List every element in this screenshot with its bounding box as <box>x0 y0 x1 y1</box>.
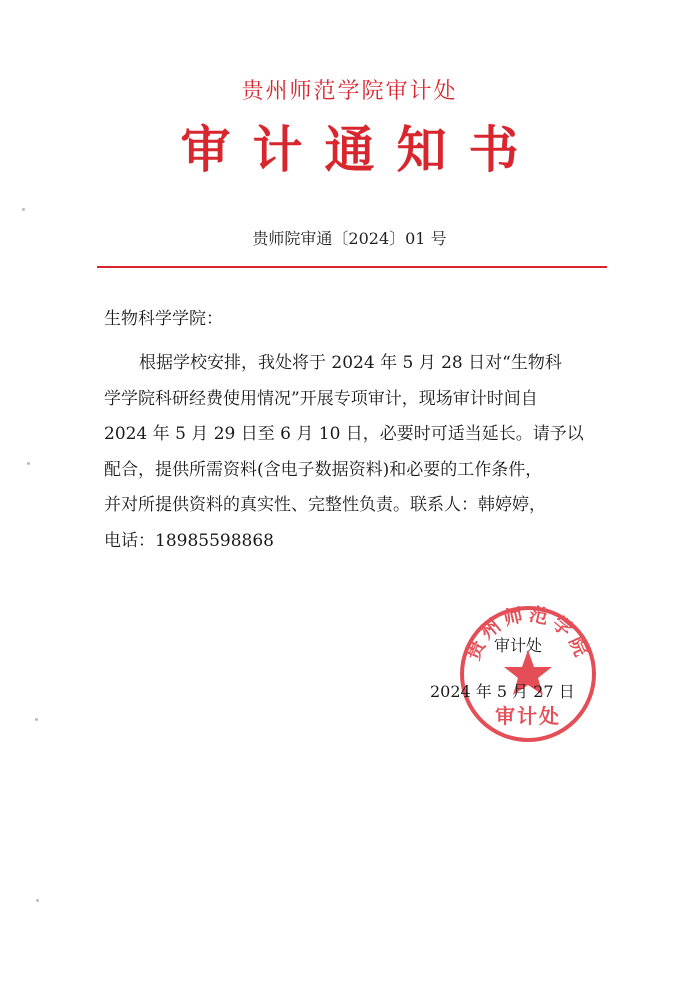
recipient: 生物科学学院： <box>104 309 223 329</box>
signer: 审计处 <box>494 636 543 655</box>
scan-speck <box>36 899 39 902</box>
body-line: 配合，提供所需资料(含电子数据资料)和必要的工作条件， <box>104 459 543 480</box>
header-divider <box>97 266 607 268</box>
signature-date: 2024 年 5 月 27 日 <box>430 682 575 701</box>
scan-speck <box>27 462 30 465</box>
seal-bottom-text: 审计处 <box>495 706 561 728</box>
scan-speck <box>35 718 38 721</box>
body-line: 电话：18985598868 <box>104 530 274 551</box>
body-line: 2024 年 5 月 29 日至 6 月 10 日，必要时可适当延长。请予以 <box>104 424 584 444</box>
body-line: 并对所提供资料的真实性、完整性负责。联系人：韩婷婷， <box>104 495 546 515</box>
seal-ring-text: 贵州师范学院 <box>462 604 594 664</box>
scan-speck <box>22 208 25 211</box>
issuing-organization: 贵州师范学院审计处 <box>241 79 458 104</box>
document-number: 贵师院审通〔2024〕01 号 <box>252 229 447 248</box>
body-line: 学学院科研经费使用情况”开展专项审计，现场审计时间自 <box>104 388 538 409</box>
notice-body <box>104 346 612 559</box>
document-title: 审计通知书 <box>180 120 541 179</box>
body-line: 根据学校安排，我处将于 2024 年 5 月 28 日对“生物科 <box>139 353 562 373</box>
official-seal <box>457 603 599 745</box>
